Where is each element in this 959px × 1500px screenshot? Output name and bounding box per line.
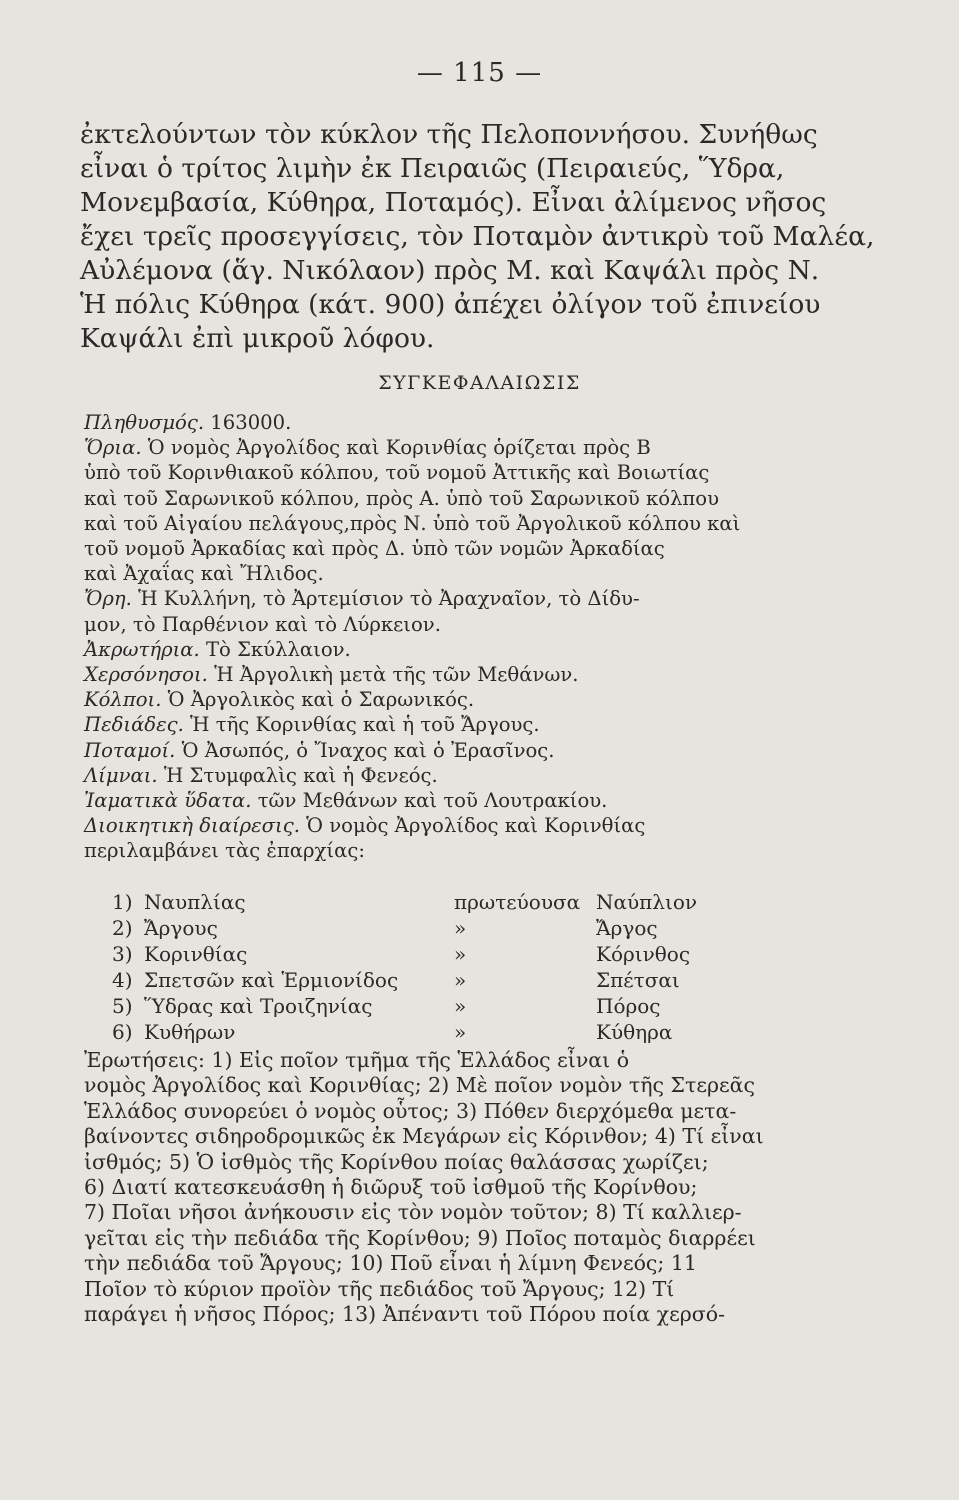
summary-text: μον, τὸ Παρθένιον καὶ τὸ Λύρκειον. [84,612,441,636]
eparchy-name: Κορινθίας [144,942,248,966]
text-line: παράγει ἡ νῆσος Πόρος; 13) Ἀπέναντι τοῦ Πόρου ποία χερσό- [84,1302,726,1327]
summary-line [84,662,824,687]
summary-line [84,586,824,611]
summary-label: Ποταμοί. [84,738,176,762]
summary-section [84,410,824,864]
eparchy-name: Ἄργους [144,916,218,940]
text-line: Καψάλι ἐπὶ μικροῦ λόφου. [80,323,435,354]
eparchy-number: 1) [112,890,133,914]
summary-line [84,435,824,460]
summary-line [84,763,824,788]
eparchy-number: 4) [112,968,133,992]
summary-text: Ἡ Ἀργολικὴ μετὰ τῆς τῶν Μεθάνων. [207,663,579,687]
summary-label: Ἰαματικὰ ὕδατα. [84,789,252,813]
summary-line [84,712,824,737]
summary-line [84,687,824,712]
summary-text: τῶν Μεθάνων καὶ τοῦ Λουτρακίου. [251,789,608,813]
eparchy-row [84,968,824,994]
summary-label: Κόλποι. [84,688,162,712]
summary-line [84,612,824,637]
summary-text: Ὁ Ἀσωπός, ὁ Ἴναχος καὶ ὁ Ἐρασῖνος. [175,738,555,762]
questions-paragraph [84,1048,824,1327]
summary-label: Ὄρη. [84,587,132,611]
summary-label: Χερσόνησοι. [84,663,208,687]
summary-line [84,813,824,838]
summary-text: Ἡ τῆς Κορινθίας καὶ ἡ τοῦ Ἄργους. [183,713,540,737]
eparchy-number: 3) [112,942,133,966]
eparchy-capital: Κόρινθος [596,942,691,966]
eparchy-row [84,942,824,968]
text-line: γεῖται εἰς τὴν πεδιάδα τῆς Κορίνθου; 9) Ποῖος ποταμὸς διαρρέει [84,1225,756,1250]
eparchy-list [84,890,824,1046]
summary-line [84,486,824,511]
text-line: ἐκτελούντων τὸν κύκλον τῆς Πελοποννήσου. Συνήθως [80,119,818,150]
summary-text: τοῦ νομοῦ Ἀρκαδίας καὶ πρὸς Δ. ὑπὸ τῶν νομῶν Ἀρκαδίας [84,537,665,561]
eparchy-capital: Κύθηρα [596,1020,673,1044]
summary-text: Ἡ Κυλλήνη, τὸ Ἀρτεμίσιον τὸ Ἀραχναῖον, τὸ Δίδυ- [131,587,640,611]
eparchy-capital: Ναύπλιον [596,890,698,914]
summary-text: καὶ τοῦ Αἰγαίου πελάγους,πρὸς Ν. ὑπὸ τοῦ Ἀργολικοῦ κόλπου καὶ [84,511,741,535]
summary-text: Ὁ νομὸς Ἀργολίδος καὶ Κορινθίας [299,814,646,838]
summary-line [84,637,824,662]
summary-text: περιλαμβάνει τὰς ἐπαρχίας: [84,839,365,863]
page-number: — 115 — [416,58,543,88]
section-heading: ΣΥΓΚΕΦΑΛΑΙΩΣΙΣ [378,372,581,394]
eparchy-number: 6) [112,1020,133,1044]
summary-line [84,561,824,586]
text-line: Ἡ πόλις Κύθηρα (κάτ. 900) ἀπέχει ὀλίγον τοῦ ἐπινείου [80,289,821,320]
eparchy-name: Ὕδρας καὶ Τροιζηνίας [144,994,373,1018]
eparchy-row [84,890,824,916]
text-line: Ἑλλάδος συνορεύει ὁ νομὸς οὗτος; 3) Πόθεν διερχόμεθα μετα- [84,1098,737,1123]
eparchy-name: Κυθήρων [144,1020,236,1044]
text-line: Αὐλέμονα (ἅγ. Νικόλαον) πρὸς Μ. καὶ Καψάλι πρὸς Ν. [80,255,820,286]
summary-label: Ἀκρωτήρια. [84,637,200,661]
summary-line [84,838,824,863]
text-line: Μονεμβασία, Κύθηρα, Ποταμός). Εἶναι ἀλίμενος νῆσος [80,187,827,218]
eparchy-capital: Σπέτσαι [596,968,680,992]
summary-text: 163000. [204,411,292,434]
eparchy-capital-label: πρωτεύουσα [454,890,581,914]
eparchy-capital-label: » [454,994,467,1018]
eparchy-number: 2) [112,916,133,940]
text-line: 7) Ποῖαι νῆσοι ἀνήκουσιν εἰς τὸν νομὸν τοῦτον; 8) Τί καλλιερ- [84,1200,742,1225]
text-line: 6) Διατί κατεσκευάσθη ἡ διῶρυξ τοῦ ἰσθμοῦ τῆς Κορίνθου; [84,1175,698,1200]
summary-text: Ὁ νομὸς Ἀργολίδος καὶ Κορινθίας ὁρίζεται πρὸς Β [141,436,651,460]
summary-line [84,410,824,435]
summary-text: Τὸ Σκύλλαιον. [199,637,351,661]
eparchy-number: 5) [112,994,133,1018]
eparchy-capital: Ἄργος [596,916,658,940]
summary-line [84,788,824,813]
eparchy-row [84,994,824,1020]
text-line: ἔχει τρεῖς προσεγγίσεις, τὸν Ποταμὸν ἀντικρὺ τοῦ Μαλέα, [80,221,875,252]
summary-label: Ὅρια. [84,436,142,460]
text-line: βαίνοντες σιδηροδρομικῶς ἐκ Μεγάρων εἰς Κόρινθον; 4) Τί εἶναι [84,1124,764,1149]
eparchy-capital-label: » [454,968,467,992]
eparchy-row [84,1020,824,1046]
summary-line [84,738,824,763]
summary-label: Λίμναι. [84,763,158,787]
eparchy-name: Ναυπλίας [144,890,246,914]
eparchy-capital-label: » [454,1020,467,1044]
eparchy-capital-label: » [454,942,467,966]
summary-label: Πεδιάδες. [84,713,184,737]
eparchy-capital: Πόρος [596,994,661,1018]
intro-paragraph [80,118,875,356]
text-line: ἰσθμός; 5) Ὁ ἰσθμὸς τῆς Κορίνθου ποίας θαλάσσας χωρίζει; [84,1149,709,1174]
summary-line [84,511,824,536]
summary-line [84,536,824,561]
text-line: Ποῖον τὸ κύριον προϊὸν τῆς πεδιάδος τοῦ Ἄργους; 12) Τί [84,1276,675,1301]
text-line: τὴν πεδιάδα τοῦ Ἄργους; 10) Ποῦ εἶναι ἡ λίμνη Φενεός; 11 [84,1251,697,1276]
eparchy-name: Σπετσῶν καὶ Ἑρμιονίδος [144,968,399,992]
eparchy-capital-label: » [454,916,467,940]
summary-text: Ὁ Ἀργολικὸς καὶ ὁ Σαρωνικός. [161,688,475,712]
text-line: Ἐρωτήσεις: 1) Εἰς ποῖον τμῆμα τῆς Ἑλλάδος εἶναι ὁ [84,1048,630,1072]
summary-text: καὶ Ἀχαΐας καὶ Ἤλιδος. [84,562,324,586]
summary-text: καὶ τοῦ Σαρωνικοῦ κόλπου, πρὸς Α. ὑπὸ τοῦ Σαρωνικοῦ κόλπου [84,486,720,510]
text-line: νομὸς Ἀργολίδος καὶ Κορινθίας; 2) Μὲ ποῖον νομὸν τῆς Στερεᾶς [84,1073,755,1098]
text-line: εἶναι ὁ τρίτος λιμὴν ἐκ Πειραιῶς (Πειραιεύς, Ὕδρα, [80,153,785,184]
summary-text: Ἡ Στυμφαλὶς καὶ ἡ Φενεός. [157,763,438,787]
summary-text: ὑπὸ τοῦ Κορινθιακοῦ κόλπου, τοῦ νομοῦ Ἀττικῆς καὶ Βοιωτίας [84,461,710,485]
eparchy-row [84,916,824,942]
summary-label: Διοικητικὴ διαίρεσις. [84,814,300,838]
summary-line [84,460,824,485]
summary-label: Πληθυσμός. [84,411,205,434]
